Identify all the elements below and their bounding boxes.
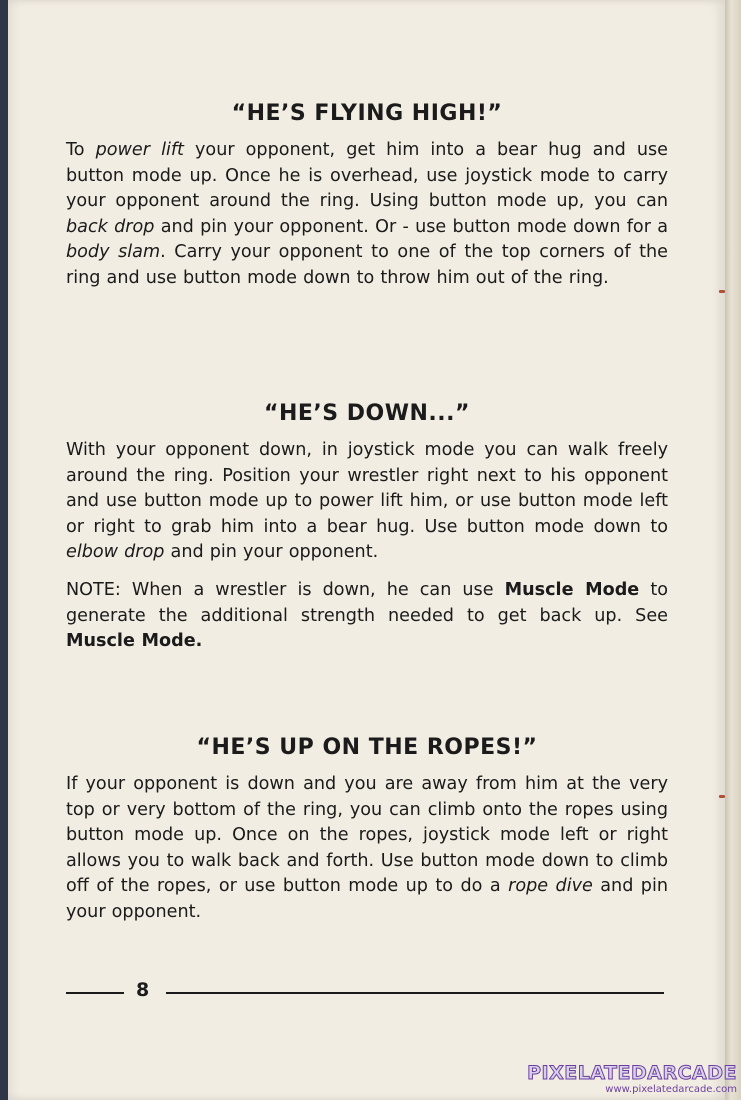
section-heading: “HE’S FLYING HIGH!” <box>231 101 503 126</box>
text-run: your opponent, get him into a bear hug and use button mode up. Once he is overhead, use joystick mode to carry your opponent around the ring. Using button mode up, you can <box>66 140 669 212</box>
body-paragraph <box>66 438 668 566</box>
footer-rule-left <box>66 992 124 994</box>
staple-mark <box>719 290 725 293</box>
manual-page <box>8 0 725 1100</box>
bold-term: Muscle Mode. <box>66 631 203 652</box>
watermark <box>527 1062 737 1096</box>
text-run: NOTE: When a wrestler is down, he can use <box>66 579 505 600</box>
italic-term: elbow drop <box>66 542 165 563</box>
italic-term: rope dive <box>508 876 593 897</box>
section-heading: “HE’S UP ON THE ROPES!” <box>196 735 538 760</box>
text-run: . Carry your opponent to one of the top corners of the ring and use button mode down to throw him out of the ring. <box>66 242 668 288</box>
watermark-logo: PIXELATEDARCADE <box>527 1062 737 1084</box>
section-body <box>66 138 668 292</box>
bold-term: Muscle Mode <box>504 579 640 600</box>
text-run: and pin your opponent. Or - use button mode down for a <box>154 216 668 237</box>
body-paragraph <box>66 772 668 926</box>
section-heading: “HE’S DOWN...” <box>264 401 470 426</box>
section-flying-high <box>66 100 668 292</box>
section-down <box>66 400 668 655</box>
footer-rule-right <box>166 992 664 994</box>
section-body <box>66 772 668 926</box>
section-body <box>66 438 668 655</box>
watermark-url: www.pixelatedarcade.com <box>605 1084 737 1095</box>
text-run: To <box>66 140 96 160</box>
text-run: to generate the additional strength needed to get back up. See <box>66 579 668 626</box>
page-number: 8 <box>136 979 150 1001</box>
staple-mark <box>719 795 725 798</box>
italic-term: back drop <box>66 216 155 237</box>
text-run: If your opponent is down and you are away from him at the very top or very bottom of the ring, you can climb onto the ropes using button mode up. Once on the ropes, joystick mode left or right allows you to walk back and forth. Use button mode down to climb off of the ropes, or use button mode up to do a <box>66 774 668 897</box>
section-up-on-ropes <box>66 734 668 926</box>
body-paragraph <box>66 138 668 292</box>
body-paragraph <box>66 578 668 655</box>
page-edge <box>725 0 741 1100</box>
page-footer <box>66 978 666 1002</box>
text-run: and pin your opponent. <box>164 542 379 563</box>
italic-term: power lift <box>95 140 184 160</box>
text-run: With your opponent down, in joystick mode you can walk freely around the ring. Position your wrestler right next to his opponent and use button mode up to power lift him, or use button mode left or right to grab him into a bear hug. Use button mode down to <box>66 440 668 537</box>
italic-term: body slam <box>66 242 161 263</box>
text-run: and pin your opponent. <box>66 876 669 922</box>
